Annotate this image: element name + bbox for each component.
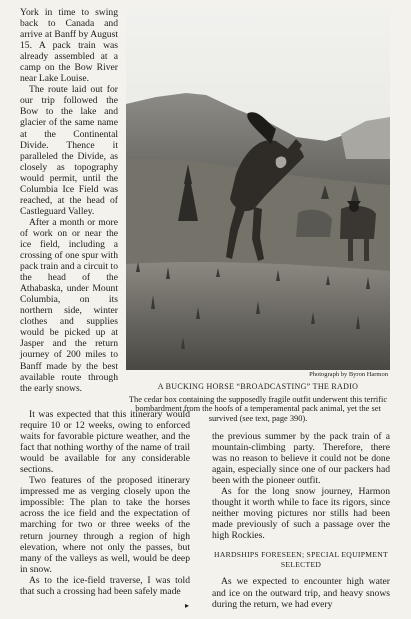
bucking-horse-photo <box>126 9 390 370</box>
paragraph: The route laid out for our trip followed the Bow to the lake and glacier of the same name at the Continental Divide. Thence it paralleled the Divide, as closely as topography would permit, until the Columbia Ice Field was reached, at the head of Castleguard Valley. <box>20 84 118 217</box>
paragraph: As to the ice-field traverse, I was told that such a crossing had been safely made <box>20 574 190 597</box>
paragraph: Two features of the proposed itinerary impressed me as verging closely upon the impossible: The plan to take the horses across the ice field and the expectation of marching for two or three weeks of the return journey through a region of high elevation, where not only the passes, but many of the valleys as well, would be deep in snow. <box>20 475 190 575</box>
body-left-column <box>20 409 190 597</box>
caption-title: A BUCKING HORSE “BROADCASTING” THE RADIO <box>157 382 359 391</box>
photo-credit: Photograph by Byron Harmon <box>309 371 388 378</box>
section-subhead: HARDSHIPS FORESEEN; SPECIAL EQUIPMENT SELECTED <box>214 550 388 569</box>
left-column-text <box>20 7 118 394</box>
caption-body: The cedar box containing the supposedly fragile outfit underwent this terrific bombardment from the hoofs of a temperamental pack animal, yet the set survived (see text, page 390). <box>128 395 388 423</box>
paragraph: the previous summer by the pack train of a mountain-climbing party. Therefore, there was no reason to believe it could not be done again, especially since one of our packers had been with the pioneer outfit. <box>212 431 390 487</box>
continue-marker-icon: ▸ <box>185 601 190 610</box>
paragraph: As for the long snow journey, Harmon thought it worth while to face its rigors, since neither moving pictures nor stills had been made previously of such a passage over the high Rockies. <box>212 486 390 542</box>
paragraph: It was expected that this itinerary would require 10 or 12 weeks, owing to enforced waits for favorable picture weather, and the fact that nothing worthy of the name of trail would be available for any considerable sections. <box>20 409 190 476</box>
paragraph: After a month or more of work on or near the ice field, including a crossing of one spur with pack train and a circuit to the head of the Athabaska, under Mount Columbia, on its northern side, winter clothes and supplies would be picked up at Jasper and the return journey of 200 miles to Banff made by the best available route through the early snows. <box>20 216 118 394</box>
paragraph: York in time to swing back to Canada and arrive at Banff by August 15. A pack train was already assembled at a camp on the Bow River near Lake Louise. <box>20 7 118 85</box>
body-right-column <box>212 431 390 610</box>
paragraph: As we expected to encounter high water and ice on the outward trip, and heavy snows during the return, we had every <box>212 576 390 610</box>
